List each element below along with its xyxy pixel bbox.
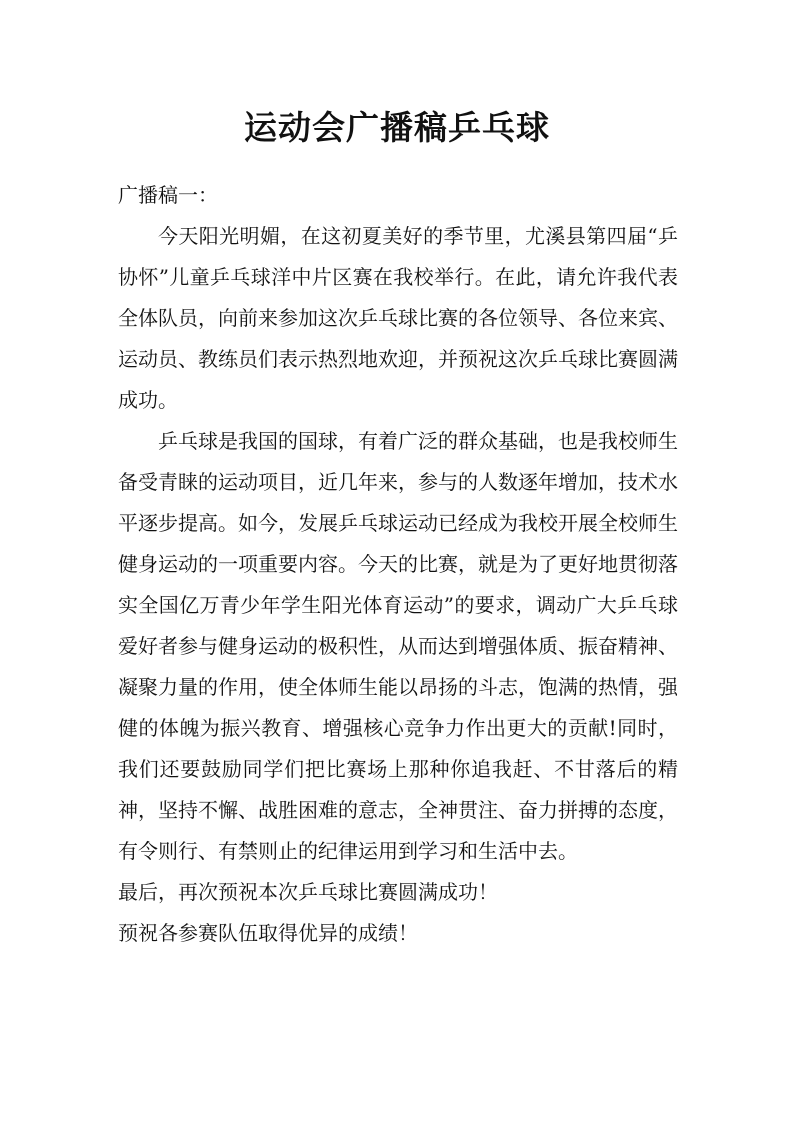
document-title: 运动会广播稿乒乓球: [244, 108, 550, 147]
document-body: [118, 175, 678, 954]
section-label: 广播稿一：: [118, 183, 218, 207]
closing-line-success: 最后，再次预祝本次乒乓球比赛圆满成功！: [118, 880, 498, 904]
closing-line-wishes: 预祝各参赛队伍取得优异的成绩！: [118, 921, 418, 945]
paragraph-welcome: 今天阳光明媚，在这初夏美好的季节里，尤溪县第四届“乒协怀”儿童乒乓球洋中片区赛在我校举行。在此，请允许我代表全体队员，向前来参加这次乒乓球比赛的各位领导、各位来宾、运动员、教练员们表示热烈地欢迎，并预祝这次乒乓球比赛圆满成功。: [118, 224, 678, 412]
paragraph-purpose: 乒乓球是我国的国球，有着广泛的群众基础，也是我校师生备受青睐的运动项目，近几年来，参与的人数逐年增加，技术水平逐步提高。如今，发展乒乓球运动已经成为我校开展全校师生健身运动的一项重要内容。今天的比赛，就是为了更好地贯彻落实全国亿万青少年学生阳光体育运动”的要求，调动广大乒乓球爱好者参与健身运动的极积性，从而达到增强体质、振奋精神、凝聚力量的作用，使全体师生能以昂扬的斗志，饱满的热情，强健的体魄为振兴教育、增强核心竞争力作出更大的贡献!同时，我们还要鼓励同学们把比赛场上那种你追我赶、不甘落后的精神，坚持不懈、战胜困难的意志，全神贯注、奋力拼搏的态度，有令则行、有禁则止的纪律运用到学习和生活中去。: [118, 429, 678, 863]
